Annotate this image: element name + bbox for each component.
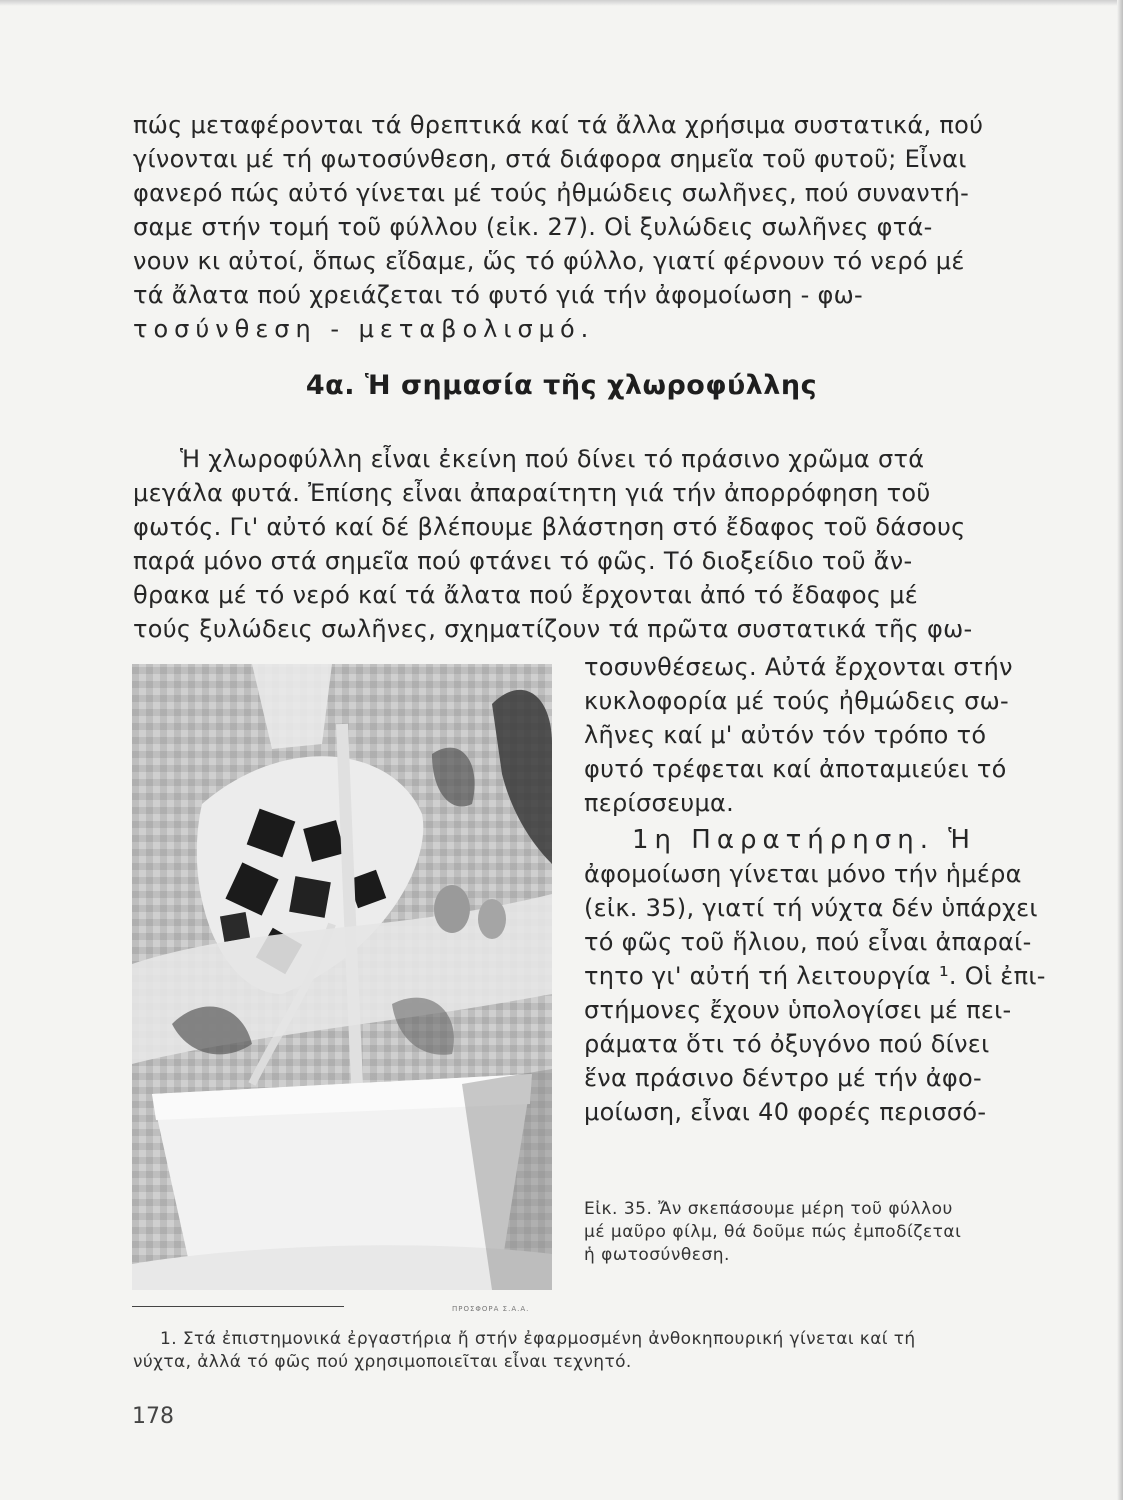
body-line: τούς ξυλώδεις σωλῆνες, σχηματίζουν τά πρῶτα συστατικά τῆς φω- <box>133 615 973 643</box>
side-line: τητο γι' αὐτή τή λειτουργία ¹. Οἱ ἐπι- <box>584 962 1046 990</box>
scan-edge-top <box>0 0 1123 6</box>
body-line: νουν κι αὐτοί, ὅπως εἴδαμε, ὥς τό φύλλο, γιατί φέρνουν τό νερό μέ <box>133 247 965 275</box>
footnote-line: 1. Στά ἐπιστημονικά ἐργαστήρια ἤ στήν ἐφαρμοσμένη ἀνθοκηπουρική γίνεται καί τή <box>160 1329 916 1349</box>
side-line: τοσυνθέσεως. Αὐτά ἔρχονται στήν <box>584 653 1013 681</box>
body-line: πώς μεταφέρονται τά θρεπτικά καί τά ἄλλα χρήσιμα συστατικά, πού <box>133 111 984 139</box>
body-line: φανερό πώς αὐτό γίνεται μέ τούς ἠθμώδεις σωλῆνες, πού συναντή- <box>133 179 970 207</box>
scan-edge-right <box>1117 0 1123 1500</box>
body-line: τοσύνθεση - μεταβολισμό. <box>133 315 595 343</box>
body-line: Ἡ χλωροφύλλη εἶναι ἐκείνη πού δίνει τό πράσινο χρῶμα στά <box>180 445 925 473</box>
side-line: μοίωση, εἶναι 40 φορές περισσό- <box>584 1098 987 1126</box>
body-line: παρά μόνο στά σημεῖα πού φτάνει τό φῶς. Τό διοξείδιο τοῦ ἄν- <box>133 547 913 575</box>
body-line: μεγάλα φυτά. Ἐπίσης εἶναι ἀπαραίτητη γιά τήν ἀπορρόφηση τοῦ <box>133 479 931 507</box>
side-line: περίσσευμα. <box>584 789 735 817</box>
body-line: σαμε στήν τομή τοῦ φύλλου (εἰκ. 27). Οἱ ξυλώδεις σωλῆνες φτά- <box>133 213 933 241</box>
body-line: γίνονται μέ τή φωτοσύνθεση, στά διάφορα σημεῖα τοῦ φυτοῦ; Εἶναι <box>133 145 967 173</box>
body-line: τά ἄλατα πού χρειάζεται τό φυτό γιά τήν ἀφομοίωση - φω- <box>133 281 863 309</box>
observation-heading: 1η Παρατήρηση. Ἡ <box>632 825 976 855</box>
side-line: ράματα ὅτι τό ὀξυγόνο πού δίνει <box>584 1030 990 1058</box>
side-line: φυτό τρέφεται καί ἀποταμιεύει τό <box>584 755 1007 783</box>
figure-caption-line: μέ μαῦρο φίλμ, θά δοῦμε πώς ἐμποδίζεται <box>584 1222 962 1242</box>
plant-photo-illustration <box>132 664 552 1290</box>
footnote-line: νύχτα, ἀλλά τό φῶς πού χρησιμοποιεῖται εἶναι τεχνητό. <box>133 1352 632 1372</box>
side-line: τό φῶς τοῦ ἥλιου, πού εἶναι ἀπαραί- <box>584 928 1032 956</box>
page-number: 178 <box>132 1404 174 1429</box>
body-line: φωτός. Γι' αὐτό καί δέ βλέπουμε βλάστηση στό ἔδαφος τοῦ δάσους <box>133 513 966 541</box>
side-line: ἀφομοίωση γίνεται μόνο τήν ἡμέρα <box>584 860 1022 888</box>
body-line: θρακα μέ τό νερό καί τά ἄλατα πού ἔρχονται ἀπό τό ἔδαφος μέ <box>133 581 919 609</box>
side-line: στήμονες ἔχουν ὑπολογίσει μέ πει- <box>584 996 1012 1024</box>
figure-caption-line: ἡ φωτοσύνθεση. <box>584 1245 730 1265</box>
figure-caption-line: Εἰκ. 35. Ἄν σκεπάσουμε μέρη τοῦ φύλλου <box>584 1199 953 1219</box>
section-heading: 4α. Ἡ σημασία τῆς χλωροφύλλης <box>305 370 818 401</box>
side-line: (εἰκ. 35), γιατί τή νύχτα δέν ὑπάρχει <box>584 894 1038 922</box>
printer-mark: ΠΡΟΣΦΟΡΑ Σ.Α.Α. <box>452 1305 530 1313</box>
side-line: ἕνα πράσινο δέντρο μέ τήν ἀφο- <box>584 1064 983 1092</box>
side-line: κυκλοφορία μέ τούς ἠθμώδεις σω- <box>584 687 1010 715</box>
figure-35-photo <box>132 664 552 1290</box>
footnote-rule <box>132 1306 344 1307</box>
side-line: λῆνες καί μ' αὐτόν τόν τρόπο τό <box>584 721 987 749</box>
